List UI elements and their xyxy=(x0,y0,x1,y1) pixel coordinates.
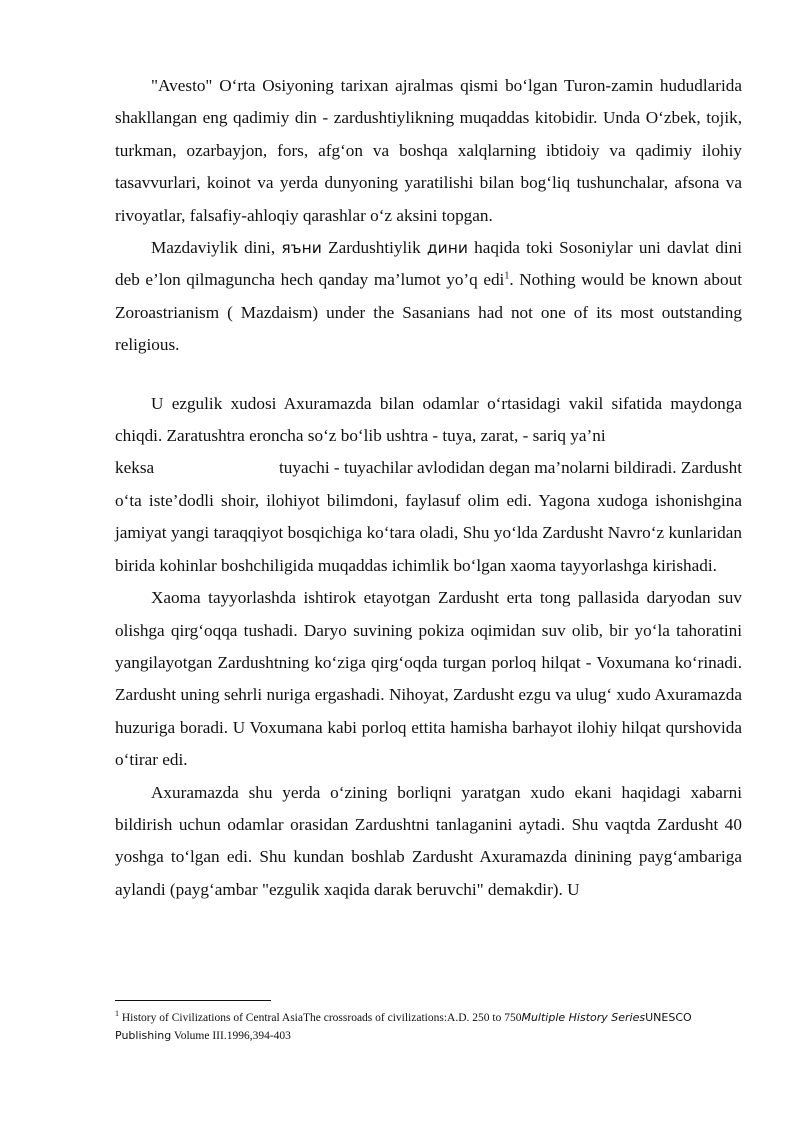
paragraph-ezgulik xyxy=(115,388,742,582)
body-text xyxy=(115,70,742,906)
text-run: . Nothing would be known about Zoroastrianism ( Mazdaism) under the Sasanians had not one of its most outstanding religious. xyxy=(115,270,742,355)
paragraph-mazdaviylik xyxy=(115,232,742,362)
text-run: haqida toki Sosoniylar uni davlat dini deb e’lon qilmaguncha hech qanday ma’lumot yo’q edi xyxy=(115,238,743,290)
footnote-text: Volume III.1996,394-403 xyxy=(171,1029,291,1042)
cyrillic-word: дини xyxy=(426,239,468,258)
keksa-line xyxy=(115,452,742,484)
paragraph-avesto: "Avesto" O‘rta Osiyoning tarixan ajralmas qismi bo‘lgan Turon-zamin hududlarida shakllangan eng qadimiy din - zardushtiylikning muqaddas kitobidir. Unda O‘zbek, tojik, turkman, ozarbayjon, fors, afg‘on va boshqa xalqlarning ibtidoiy va qadimiy ilohiy tasavvurlari, koinot va yerda dunyoning yaratilishi bilan bog‘liq tushunchalar, afsona va rivoyatlar, falsafiy-ahloqiy qarashlar o‘z aksini topgan. xyxy=(115,76,742,225)
footnote-series: Multiple History Series xyxy=(521,1010,646,1024)
paragraph-spacer xyxy=(115,362,742,388)
footnote xyxy=(115,1005,735,1045)
text-run: o‘ta iste’dodli shoir, ilohiyot bilimdoni, faylasuf olim edi. Yagona xudoga ishonishgina jamiyat yangi taraqqiyot bosqichiga ko‘tara oladi, Shu yo‘lda Zardusht Navro‘z kunlaridan birida kohinlar boshchiligida muqaddas ichimlik bo‘lgan xaoma tayyorlashga kirishadi. xyxy=(115,490,742,575)
text-run: Zardushtiylik xyxy=(321,238,427,258)
paragraph-axuramazda: Axuramazda shu yerda o‘zining borliqni yaratgan xudo ekani haqidagi xabarni bildirish uchun odamlar orasidan Zardushtni tanlaganini aytadi. Shu vaqtda Zardusht 40 yoshga to‘lgan edi. Shu kundan boshlab Zardusht Axuramazda dinining payg‘ambariga aylandi (payg‘ambar "ezgulik xaqida darak beruvchi" demakdir). U xyxy=(115,782,742,899)
footnote-reference[interactable]: 1 xyxy=(504,270,510,282)
footnote-publisher: UNESCO Publishing xyxy=(115,1010,692,1042)
text-run: U ezgulik xudosi Axuramazda bilan odamlar o‘rtasidagi vakil sifatida maydonga chiqdi. Zaratushtra eroncha so‘z bo‘lib ushtra - tuya, zarat, - sariq ya’ni xyxy=(115,393,742,446)
paragraph-xaoma: Xaoma tayyorlashda ishtirok etayotgan Zardusht erta tong pallasida daryodan suv olishga qirg‘oqqa tushadi. Daryo suvining pokiza oqimidan suv olib, bir yo‘la tahoratini yangilayotgan Zardushtning ko‘ziga qirg‘oqda turgan porloq hilqat - Voxumana ko‘rinadi. Zardusht uning sehrli nuriga ergashadi. Nihoyat, Zardusht ezgu va ulug‘ xudo Axuramazda huzuriga boradi. U Voxumana kabi porloq ettita hamisha barhayot ilohiy hilqat qurshovida o‘tirar edi. xyxy=(115,588,742,770)
footnote-separator xyxy=(115,1000,271,1001)
text-run: Mazdaviylik dini, xyxy=(151,238,282,258)
footnote-text: History of Civilizations of Central AsiaThe crossroads of civilizations:A.D. 250 to 750 xyxy=(119,1011,522,1024)
footnote-number: 1 xyxy=(115,1009,119,1018)
text-run: keksa xyxy=(115,458,155,478)
text-run: tuyachi - tuyachilar avlodidan degan ma’nolarni bildiradi. Zardusht xyxy=(279,458,742,478)
cyrillic-word: яъни xyxy=(281,239,322,258)
